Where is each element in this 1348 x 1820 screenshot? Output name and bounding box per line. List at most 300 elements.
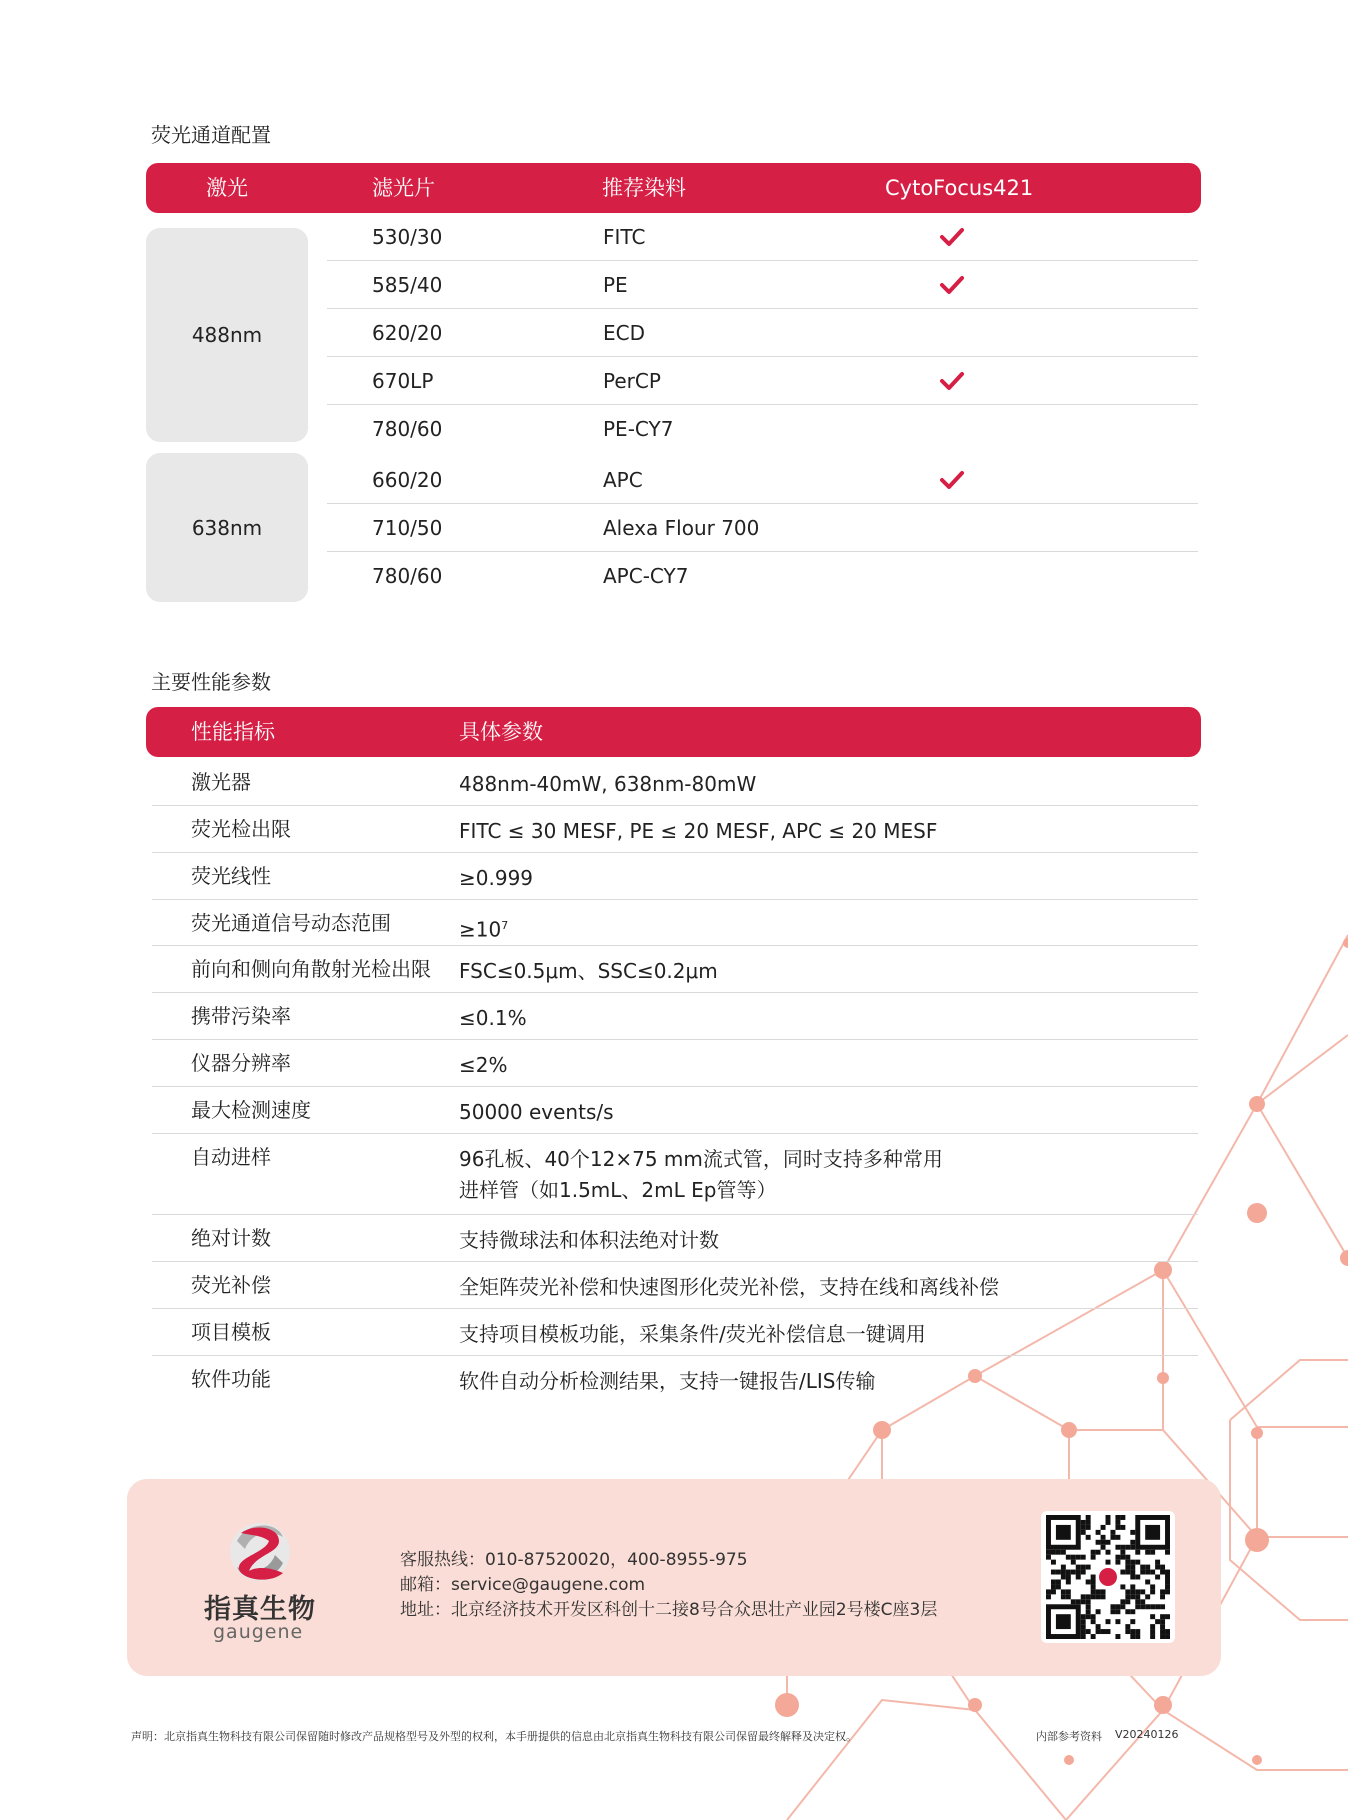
qr-module (1081, 1634, 1086, 1639)
qr-module (1130, 1540, 1135, 1545)
qr-code-image (1046, 1515, 1170, 1639)
qr-module (1046, 1550, 1051, 1555)
qr-module (1071, 1555, 1076, 1560)
qr-module (1150, 1614, 1155, 1619)
qr-module (1101, 1589, 1106, 1594)
qr-module (1160, 1619, 1165, 1624)
email-text: 邮箱：service@gaugene.com (400, 1575, 646, 1595)
qr-module (1061, 1589, 1066, 1594)
param-text: 支持项目模板功能，采集条件/荧光补偿信息一键调用 (459, 1322, 926, 1346)
qr-module (1150, 1604, 1155, 1609)
qr-module (1081, 1624, 1086, 1629)
qr-module (1145, 1604, 1150, 1609)
param-text: 96孔板、40个12×75 mm流式管，同时支持多种常用 (459, 1147, 943, 1171)
dye-cell: FITC (603, 225, 646, 249)
qr-module (1081, 1570, 1086, 1575)
qr-module (1091, 1579, 1096, 1584)
qr-module (1081, 1594, 1086, 1599)
qr-module (1096, 1540, 1101, 1545)
qr-module (1046, 1594, 1051, 1599)
filter-cell: 660/20 (372, 468, 443, 492)
qr-module (1086, 1565, 1091, 1570)
checkmark-icon (939, 274, 965, 296)
qr-module (1115, 1520, 1120, 1525)
qr-module (1150, 1634, 1155, 1639)
qr-module (1086, 1594, 1091, 1599)
metric-cell: 软件功能 (191, 1367, 271, 1391)
row-divider (327, 503, 1198, 504)
param-cell (459, 769, 1179, 800)
qr-module (1140, 1570, 1145, 1575)
qr-module (1130, 1584, 1135, 1589)
checkmark-icon (939, 370, 965, 392)
param-text: FITC ≤ 30 MESF, PE ≤ 20 MESF, APC ≤ 20 MESF (459, 819, 938, 843)
metric-cell: 自动进样 (191, 1145, 271, 1169)
brand-en: gaugene (213, 1621, 304, 1643)
qr-module (1066, 1589, 1071, 1594)
qr-module (1066, 1555, 1071, 1560)
qr-module (1106, 1560, 1111, 1565)
dye-cell: PerCP (603, 369, 661, 393)
qr-module (1096, 1594, 1101, 1599)
param-text: FSC≤0.5μm、SSC≤0.2μm (459, 959, 718, 983)
channel-row (327, 310, 1198, 357)
qr-module (1086, 1609, 1091, 1614)
qr-module (1106, 1550, 1111, 1555)
qr-finder (1056, 1614, 1071, 1629)
param-text-line2: 进样管（如1.5mL、2mL Ep管等） (459, 1178, 777, 1202)
qr-module (1061, 1550, 1066, 1555)
metric-cell: 仪器分辨率 (191, 1051, 291, 1075)
qr-module (1051, 1550, 1056, 1555)
performance-row (152, 1215, 1198, 1262)
laser-label: 638nm (191, 515, 263, 540)
qr-module (1160, 1570, 1165, 1575)
filter-cell: 710/50 (372, 516, 443, 540)
qr-module (1066, 1575, 1071, 1580)
qr-module (1130, 1634, 1135, 1639)
qr-module (1086, 1520, 1091, 1525)
qr-module (1150, 1589, 1155, 1594)
qr-module (1051, 1589, 1056, 1594)
qr-module (1096, 1550, 1101, 1555)
performance-row (152, 759, 1198, 806)
metric-cell: 荧光检出限 (191, 817, 291, 841)
qr-module (1165, 1579, 1170, 1584)
qr-module (1150, 1550, 1155, 1555)
param-superscript: 7 (501, 919, 509, 932)
qr-finder (1056, 1525, 1071, 1540)
qr-module (1145, 1594, 1150, 1599)
performance-row (152, 993, 1198, 1040)
qr-module (1101, 1545, 1106, 1550)
performance-row (152, 1087, 1198, 1134)
qr-module (1081, 1525, 1086, 1530)
qr-module (1106, 1540, 1111, 1545)
qr-module (1120, 1550, 1125, 1555)
qr-module (1125, 1545, 1130, 1550)
qr-module (1110, 1535, 1115, 1540)
dye-cell: PE-CY7 (603, 417, 674, 441)
qr-module (1140, 1565, 1145, 1570)
param-cell (459, 1050, 1179, 1081)
dye-cell: Alexa Flour 700 (603, 516, 760, 540)
qr-module (1066, 1579, 1071, 1584)
qr-module (1066, 1594, 1071, 1599)
qr-module (1056, 1550, 1061, 1555)
qr-module (1155, 1565, 1160, 1570)
qr-module (1051, 1579, 1056, 1584)
laser-638-box (146, 453, 308, 602)
qr-module (1076, 1570, 1081, 1575)
performance-row (152, 806, 1198, 853)
param-cell (459, 863, 1179, 894)
header-laser: 激光 (206, 176, 248, 200)
filter-cell: 670LP (372, 369, 434, 393)
laser-label: 488nm (191, 323, 263, 347)
qr-module (1086, 1614, 1091, 1619)
qr-module (1071, 1560, 1076, 1565)
qr-module (1125, 1599, 1130, 1604)
channel-row (327, 505, 1198, 552)
qr-module (1106, 1629, 1111, 1634)
qr-module (1086, 1515, 1091, 1520)
qr-module (1051, 1584, 1056, 1589)
checkmark-icon (939, 469, 965, 491)
param-cell (459, 1003, 1179, 1034)
qr-module (1125, 1624, 1130, 1629)
qr-module (1081, 1555, 1086, 1560)
qr-module (1135, 1550, 1140, 1555)
qr-module (1135, 1589, 1140, 1594)
qr-module (1165, 1584, 1170, 1589)
qr-module (1081, 1565, 1086, 1570)
qr-module (1125, 1589, 1130, 1594)
qr-module (1130, 1530, 1135, 1535)
qr-module (1165, 1575, 1170, 1580)
qr-module (1160, 1634, 1165, 1639)
qr-module (1110, 1609, 1115, 1614)
qr-module (1096, 1609, 1101, 1614)
channel-config-title: 荧光通道配置 (151, 123, 271, 147)
param-text: 支持微球法和体积法绝对计数 (459, 1228, 719, 1252)
qr-module (1091, 1575, 1096, 1580)
qr-module (1076, 1555, 1081, 1560)
qr-module (1096, 1530, 1101, 1535)
metric-cell: 荧光线性 (191, 864, 271, 888)
param-text: ≥10 (459, 917, 502, 942)
qr-module (1091, 1584, 1096, 1589)
qr-module (1130, 1589, 1135, 1594)
qr-module (1165, 1634, 1170, 1639)
qr-module (1071, 1570, 1076, 1575)
performance-row (152, 1356, 1198, 1403)
param-text: ≤0.1% (459, 1006, 527, 1030)
qr-module (1120, 1555, 1125, 1560)
qr-module (1101, 1594, 1106, 1599)
qr-module (1101, 1525, 1106, 1530)
qr-module (1140, 1604, 1145, 1609)
qr-module (1046, 1589, 1051, 1594)
qr-module (1160, 1624, 1165, 1629)
hotline-text: 客服热线：010-87520020，400-8955-975 (400, 1550, 748, 1570)
filter-cell: 585/40 (372, 273, 443, 297)
qr-module (1150, 1584, 1155, 1589)
qr-module (1160, 1565, 1165, 1570)
qr-finder (1145, 1525, 1160, 1540)
qr-module (1115, 1634, 1120, 1639)
performance-title: 主要性能参数 (151, 670, 271, 694)
filter-cell: 780/60 (372, 417, 443, 441)
qr-module (1160, 1594, 1165, 1599)
qr-module (1086, 1629, 1091, 1634)
metric-cell: 绝对计数 (191, 1226, 271, 1250)
internal-label: 内部参考资料 (1036, 1730, 1102, 1743)
qr-module (1145, 1570, 1150, 1575)
qr-module (1140, 1589, 1145, 1594)
qr-module (1115, 1609, 1120, 1614)
qr-module (1155, 1560, 1160, 1565)
channel-row (327, 358, 1198, 405)
qr-module (1120, 1604, 1125, 1609)
qr-module (1056, 1584, 1061, 1589)
qr-module (1061, 1594, 1066, 1599)
disclaimer-text: 声明：北京指真生物科技有限公司保留随时修改产品规格型号及外型的权利，本手册提供的信息由北京指真生物科技有限公司保留最终解释及决定权。 (131, 1730, 857, 1743)
qr-module (1145, 1565, 1150, 1570)
qr-module (1125, 1555, 1130, 1560)
qr-module (1125, 1594, 1130, 1599)
metric-cell: 荧光通道信号动态范围 (191, 911, 391, 935)
filter-cell: 780/60 (372, 564, 443, 588)
qr-module (1120, 1570, 1125, 1575)
qr-module (1125, 1560, 1130, 1565)
performance-row (152, 1309, 1198, 1356)
performance-row (152, 946, 1198, 993)
dye-cell: APC (603, 468, 643, 492)
qr-module (1096, 1589, 1101, 1594)
qr-module (1115, 1525, 1120, 1530)
qr-module (1081, 1520, 1086, 1525)
qr-module (1120, 1599, 1125, 1604)
checkmark-icon (939, 226, 965, 248)
performance-row (152, 853, 1198, 900)
qr-module (1150, 1570, 1155, 1575)
qr-module (1130, 1594, 1135, 1599)
dye-cell: PE (603, 273, 628, 297)
qr-module (1145, 1550, 1150, 1555)
qr-module (1135, 1599, 1140, 1604)
qr-module (1160, 1589, 1165, 1594)
qr-module (1051, 1560, 1056, 1565)
metric-cell: 最大检测速度 (191, 1098, 311, 1122)
param-text: 全矩阵荧光补偿和快速图形化荧光补偿，支持在线和离线补偿 (459, 1275, 999, 1299)
qr-module (1130, 1560, 1135, 1565)
qr-module (1086, 1599, 1091, 1604)
qr-module (1150, 1629, 1155, 1634)
qr-module (1155, 1604, 1160, 1609)
row-divider (327, 260, 1198, 261)
qr-module (1135, 1629, 1140, 1634)
qr-module (1155, 1575, 1160, 1580)
param-text: 50000 events/s (459, 1100, 614, 1124)
qr-module (1086, 1525, 1091, 1530)
header-filter: 滤光片 (372, 176, 435, 200)
qr-module (1160, 1629, 1165, 1634)
dye-cell: APC-CY7 (603, 564, 689, 588)
param-text: 软件自动分析检测结果，支持一键报告/LIS传输 (459, 1369, 876, 1393)
qr-module (1110, 1530, 1115, 1535)
param-cell (459, 1097, 1179, 1128)
param-cell (459, 1225, 1179, 1256)
metric-cell: 前向和侧向角散射光检出限 (191, 957, 431, 981)
channel-table-header (146, 163, 1201, 213)
row-divider (327, 356, 1198, 357)
qr-module (1061, 1575, 1066, 1580)
qr-module (1115, 1545, 1120, 1550)
param-text: ≥0.999 (459, 866, 534, 890)
qr-module (1125, 1629, 1130, 1634)
qr-module (1160, 1604, 1165, 1609)
qr-module (1130, 1609, 1135, 1614)
qr-module (1076, 1575, 1081, 1580)
qr-module (1135, 1560, 1140, 1565)
qr-module (1086, 1579, 1091, 1584)
qr-module (1165, 1629, 1170, 1634)
performance-row (152, 1134, 1198, 1215)
qr-module (1096, 1624, 1101, 1629)
qr-module (1120, 1515, 1125, 1520)
row-divider (327, 308, 1198, 309)
qr-module (1091, 1589, 1096, 1594)
performance-table-header (146, 707, 1201, 757)
address-text: 地址：北京经济技术开发区科创十二接8号合众思壮产业园2号楼C座3层 (400, 1600, 938, 1620)
qr-module (1086, 1604, 1091, 1609)
qr-module (1091, 1594, 1096, 1599)
qr-module (1130, 1570, 1135, 1575)
brand-cn: 指真生物 (204, 1594, 316, 1625)
qr-module (1115, 1604, 1120, 1609)
qr-module (1140, 1599, 1145, 1604)
qr-module (1101, 1535, 1106, 1540)
header-param: 具体参数 (459, 720, 543, 744)
version-label: V20240126 (1115, 1728, 1179, 1741)
qr-module (1125, 1609, 1130, 1614)
qr-module (1081, 1530, 1086, 1535)
metric-cell: 荧光补偿 (191, 1273, 271, 1297)
qr-module (1135, 1594, 1140, 1599)
qr-module (1115, 1619, 1120, 1624)
param-cell (459, 956, 1179, 987)
qr-module (1101, 1629, 1106, 1634)
qr-module (1145, 1579, 1150, 1584)
qr-module (1125, 1565, 1130, 1570)
qr-module (1091, 1619, 1096, 1624)
channel-row (327, 214, 1198, 261)
qr-module (1056, 1579, 1061, 1584)
qr-module (1106, 1619, 1111, 1624)
qr-module (1135, 1575, 1140, 1580)
qr-module (1071, 1599, 1076, 1604)
param-cell (459, 1272, 1179, 1303)
qr-module (1125, 1570, 1130, 1575)
qr-module (1115, 1535, 1120, 1540)
performance-row (152, 1262, 1198, 1309)
qr-module (1106, 1515, 1111, 1520)
qr-module (1081, 1629, 1086, 1634)
header-metric: 性能指标 (191, 720, 275, 744)
filter-cell: 620/20 (372, 321, 443, 345)
qr-module (1155, 1619, 1160, 1624)
qr-module (1120, 1525, 1125, 1530)
qr-module (1091, 1614, 1096, 1619)
qr-module (1091, 1555, 1096, 1560)
qr-module (1081, 1619, 1086, 1624)
qr-module (1081, 1599, 1086, 1604)
qr-module (1046, 1555, 1051, 1560)
qr-module (1130, 1629, 1135, 1634)
qr-module (1115, 1560, 1120, 1565)
qr-module (1135, 1634, 1140, 1639)
channel-row (327, 262, 1198, 309)
qr-module (1101, 1540, 1106, 1545)
qr-center-logo (1099, 1568, 1117, 1586)
qr-module (1061, 1565, 1066, 1570)
qr-module (1165, 1570, 1170, 1575)
qr-module (1110, 1604, 1115, 1609)
performance-row (152, 900, 1198, 946)
qr-module (1160, 1614, 1165, 1619)
qr-module (1120, 1584, 1125, 1589)
qr-module (1076, 1599, 1081, 1604)
param-text: ≤2% (459, 1053, 508, 1077)
qr-module (1076, 1565, 1081, 1570)
dye-cell: ECD (603, 321, 646, 345)
qr-module (1091, 1634, 1096, 1639)
channel-row (327, 457, 1198, 504)
qr-module (1086, 1535, 1091, 1540)
qr-module (1091, 1550, 1096, 1555)
qr-module (1130, 1619, 1135, 1624)
qr-module (1056, 1570, 1061, 1575)
qr-module (1120, 1545, 1125, 1550)
channel-row (327, 553, 1198, 600)
qr-module (1096, 1629, 1101, 1634)
filter-cell: 530/30 (372, 225, 443, 249)
row-divider (327, 551, 1198, 552)
channel-row (327, 406, 1198, 453)
qr-module (1150, 1624, 1155, 1629)
param-cell (459, 816, 1179, 847)
qr-module (1130, 1565, 1135, 1570)
qr-module (1081, 1614, 1086, 1619)
qr-module (1130, 1575, 1135, 1580)
qr-module (1165, 1550, 1170, 1555)
qr-module (1051, 1570, 1056, 1575)
metric-cell: 项目模板 (191, 1320, 271, 1344)
gaugene-logo-icon (225, 1519, 295, 1585)
qr-module (1115, 1515, 1120, 1520)
param-text: 488nm-40mW, 638nm-80mW (459, 772, 757, 796)
qr-module (1135, 1604, 1140, 1609)
laser-488-box (146, 228, 308, 442)
qr-module (1130, 1545, 1135, 1550)
param-cell (459, 1144, 1179, 1206)
header-dye: 推荐染料 (602, 176, 686, 200)
param-cell (459, 910, 1179, 946)
performance-row (152, 1040, 1198, 1087)
qr-module (1106, 1520, 1111, 1525)
qr-module (1066, 1570, 1071, 1575)
